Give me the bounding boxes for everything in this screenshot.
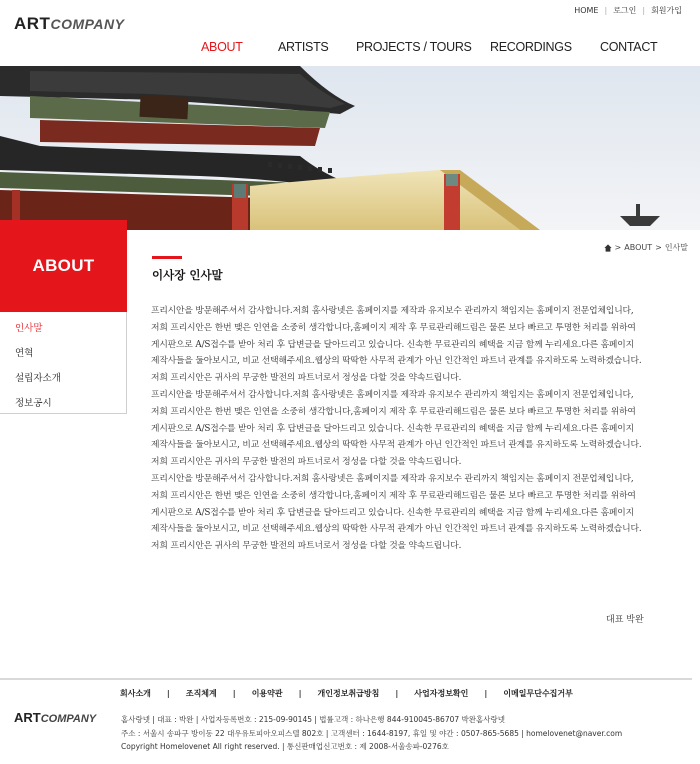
title-accent-bar — [152, 256, 182, 259]
footer-link-terms[interactable]: 이용약관 — [251, 689, 283, 698]
util-login-link[interactable]: 로그인 — [613, 6, 637, 15]
breadcrumb — [604, 242, 688, 253]
footer-separator: | — [232, 689, 236, 698]
util-separator: | — [642, 6, 646, 15]
main-nav — [0, 40, 700, 60]
footer-links — [120, 688, 573, 699]
footer-info-line: 홈사랑넷 | 대표 : 박완 | 사업자등록번호 : 215-09-90145 | 법률고객 : 하나은행 844-910045-86707 박완홈사랑넷 — [121, 715, 505, 724]
body-paragraph-line: 프리시안을 방문해주셔서 감사합니다.저희 홈사랑넷은 홈페이지를 제작과 유지보수 관리까지 책임지는 홈페이지 전문업체입니다, — [151, 473, 634, 484]
body-paragraph-line: 제작사들을 둘아보시고, 비교 선택해주세요.웹상의 딱딱한 사무적 관계가 아닌 인간적인 파트너 관계를 유지하도록 노력하겠습니다. — [151, 524, 642, 535]
home-icon[interactable] — [604, 244, 612, 252]
nav-recordings[interactable]: RECORDINGS — [490, 40, 572, 54]
footer-link-email-refusal[interactable]: 이메일무단수집거부 — [503, 689, 573, 698]
breadcrumb-arrow: > — [614, 243, 622, 252]
footer-link-company[interactable]: 회사소개 — [120, 689, 151, 698]
sidebar-item-founder[interactable]: 설립자소개 — [15, 373, 61, 384]
footer-separator: | — [395, 689, 399, 698]
footer-link-privacy[interactable]: 개인정보취급방침 — [317, 689, 380, 698]
footer-separator: | — [484, 689, 488, 698]
breadcrumb-page: 인사말 — [664, 243, 688, 252]
sidebar-menu — [0, 312, 127, 414]
footer-logo — [14, 710, 96, 725]
footer-info-line: Copyright Homelovenet All right reserved. | 통신판매업신고번호 : 제 2008-서울송파-0276호 — [121, 742, 449, 751]
nav-about[interactable]: ABOUT — [201, 40, 243, 54]
logo-art: ART — [14, 14, 51, 33]
utility-nav — [568, 5, 688, 16]
sidebar-item-greeting[interactable]: 인사말 — [15, 323, 43, 334]
breadcrumb-arrow: > — [655, 243, 662, 252]
greeting-body — [151, 303, 676, 555]
body-paragraph-line: 프리시안을 방문해주셔서 감사합니다.저희 홈사랑넷은 홈페이지를 제작과 유지보수 관리까지 책임지는 홈페이지 전문업체입니다, — [151, 306, 634, 316]
body-paragraph-line: 프리시안을 방문해주셔서 감사합니다.저희 홈사랑넷은 홈페이지를 제작과 유지보수 관리까지 책임지는 홈페이지 전문업체입니다, — [151, 389, 634, 400]
util-separator: | — [604, 6, 608, 15]
nav-artists[interactable]: ARTISTS — [278, 40, 329, 54]
body-paragraph-line: 저희 프리시안은 한번 맺은 인연을 소중히 생각합니다,홈페이지 제작 후 무료관리해드림은 물론 보다 빠르고 투명한 처리를 위하여 — [151, 406, 636, 417]
logo[interactable] — [14, 14, 124, 34]
signature: 대표 박완 — [606, 615, 644, 625]
palace-illustration — [0, 66, 700, 230]
body-paragraph-line: 저희 프리시안은 한번 맺은 인연을 소중히 생각합니다,홈페이지 제작 후 무료관리해드림은 물론 보다 빠르고 투명한 처리를 위하여 — [151, 322, 636, 333]
sidebar-item-history[interactable]: 연혁 — [15, 348, 34, 359]
body-paragraph-line: 게시판으로 A/S접수를 받아 처리 후 답변글을 달아드리고 있습니다. 신속한 무료관리의 혜택을 지금 함께 누리세요.다른 홈페이지 — [151, 339, 634, 350]
body-paragraph-line: 제작사들을 둘아보시고, 비교 선택해주세요.웹상의 딱딱한 사무적 관계가 아닌 인간적인 파트너 관계를 유지하도록 노력하겠습니다. — [151, 356, 642, 367]
footer-separator: | — [298, 689, 302, 698]
sidebar-item-disclosure[interactable]: 정보공시 — [15, 398, 52, 409]
body-paragraph-line: 저희 프리시안은 귀사의 무궁한 발전의 파트너로서 정성을 다할 것을 약속드립니다. — [151, 541, 462, 552]
nav-contact[interactable]: CONTACT — [600, 40, 658, 54]
footer-info-line: 주소 : 서울시 송파구 방이동 22 대우유토피아오피스텔 802호 | 고객센터 : 1644-8197, 휴일 및 야간 : 0507-865-5685 | homelovenet@naver.com — [121, 728, 623, 738]
hero-banner-image — [0, 66, 700, 230]
footer-logo-company: COMPANY — [40, 713, 97, 725]
body-paragraph-line: 저희 프리시안은 귀사의 무궁한 발전의 파트너로서 정성을 다할 것을 약속드립니다. — [151, 457, 462, 468]
body-paragraph-line: 게시판으로 A/S접수를 받아 처리 후 답변글을 달아드리고 있습니다. 신속한 무료관리의 혜택을 지금 함께 누리세요.다른 홈페이지 — [151, 507, 634, 518]
body-paragraph-line: 저희 프리시안은 귀사의 무궁한 발전의 파트너로서 정성을 다할 것을 약속드립니다. — [151, 373, 462, 384]
footer-link-organization[interactable]: 조직체계 — [185, 689, 217, 698]
footer-divider — [0, 678, 692, 680]
footer-logo-art: ART — [14, 710, 41, 725]
logo-company: COMPANY — [50, 16, 125, 32]
sidebar-title: ABOUT — [0, 220, 127, 312]
body-paragraph-line: 제작사들을 둘아보시고, 비교 선택해주세요.웹상의 딱딱한 사무적 관계가 아닌 인간적인 파트너 관계를 유지하도록 노력하겠습니다. — [151, 440, 642, 451]
body-paragraph-line: 저희 프리시안은 한번 맺은 인연을 소중히 생각합니다,홈페이지 제작 후 무료관리해드림은 물론 보다 빠르고 투명한 처리를 위하여 — [151, 490, 636, 501]
nav-projects-tours[interactable]: PROJECTS / TOURS — [356, 40, 472, 54]
util-join-link[interactable]: 회원가입 — [651, 6, 682, 15]
footer-link-business-info[interactable]: 사업자정보확인 — [414, 689, 469, 698]
util-home-link[interactable]: HOME — [574, 6, 599, 15]
breadcrumb-section[interactable]: ABOUT — [624, 243, 653, 252]
footer-separator: | — [166, 689, 170, 698]
footer-company-info — [121, 713, 622, 754]
body-paragraph-line: 게시판으로 A/S접수를 받아 처리 후 답변글을 달아드리고 있습니다. 신속한 무료관리의 혜택을 지금 함께 누리세요.다른 홈페이지 — [151, 423, 634, 434]
page-title: 이사장 인사말 — [152, 268, 223, 282]
